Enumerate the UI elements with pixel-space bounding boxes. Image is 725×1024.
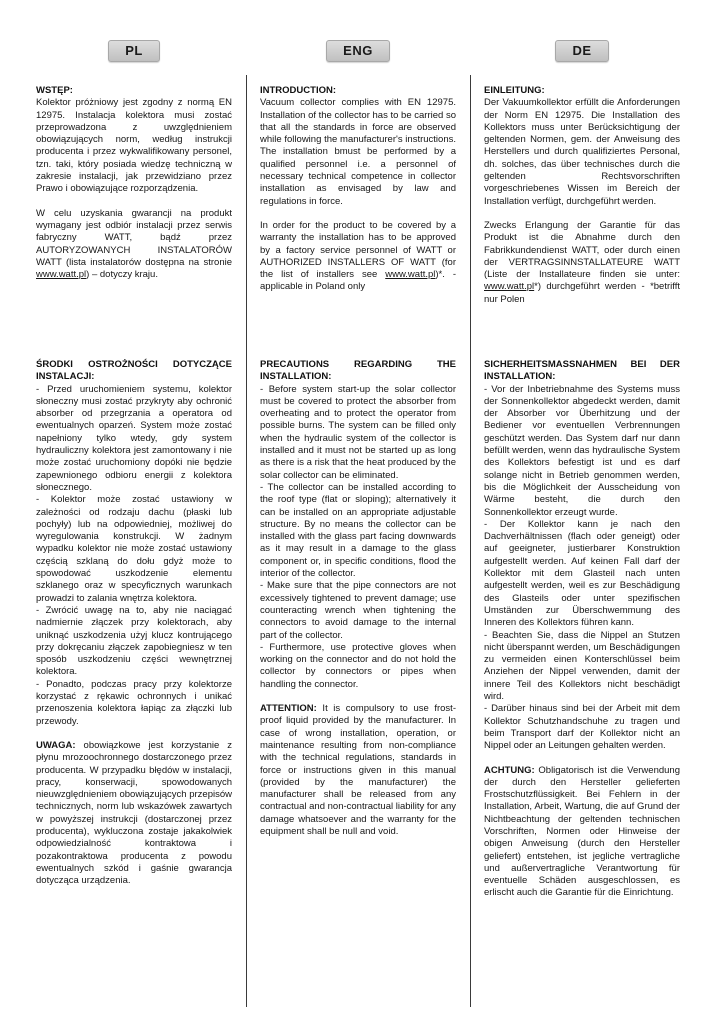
paragraph [484,220,680,306]
text-segment: - Before system start-up the solar collector must be covered to protect the absorber from overheating and to protect the operator from possible burns. The system can be filled only when the hydraulic system of the collector is installed and it must not be started up as long as there is a risk that the heat produced by the solar collector can be eliminated. [260,383,456,481]
section-pl-intro [36,85,232,359]
paragraph [484,97,680,208]
paragraph [260,220,456,294]
column-divider [470,75,471,1007]
text-segment: - Ponadto, podczas pracy przy kolektorze korzystać z rękawic ochronnych i unikać przenoszenia kolektora łapiąc za złączki lub przewody. [36,678,232,727]
text-segment: - Beachten Sie, dass die Nippel an Stutzen nicht überspannt werden, um Beschädigungen zu vermeiden einen Konterschlüssel beim Anziehen der Nippel verwenden, damit der innere Teil des Kollektors nicht beschädigt wird. [484,629,680,703]
inline-heading: ATTENTION: [260,703,317,715]
section-heading-de-0: EINLEITUNG: [484,85,545,96]
text-segment: - The collector can be installed according to the roof type (flat or sloping); alternatively it can be installed on an appropriate adjustable structure. By no means the collector can be installed with the glass part facing downwards as it may result in a damage to the glass component or, in specific conditions, flood the interior of the collector. [260,481,456,580]
section-heading-pl-1: ŚRODKI OSTROŻNOŚCI DOTYCZĄCE INSTALACJI: [36,359,232,383]
section-eng-note [260,703,456,838]
paragraph [484,765,680,900]
paragraph [36,97,232,195]
tab-row-pl [36,40,232,62]
column-eng [260,40,456,838]
bullet-paragraph [260,642,456,691]
paragraph [36,740,232,888]
text-segment: Zwecks Erlangung der Garantie für das Produkt ist die Abnahme durch den Fabrikkundendienst WATT, oder durch einen der VERTRAGSINNSTALLATEURE WATT (Liste der Installateure finden sie unter: [484,219,680,281]
section-de-intro [484,85,680,359]
text-segment: Der Vakuumkollektor erfüllt die Anforderungen der Norm EN 12975. Die Installation des Kollektors muss unter Berücksichtigung der geltenden Normen, gem. der Anweisung des Herstellers und durch qualifiziertes Personal, dh. solches, das über technisches durch die geltenden Rechtsvorschriften vorgeschriebenes Wissen im Bereich der Installation verfügt, durchgeführt werden. [484,97,680,207]
section-de-precautions [484,359,680,753]
text-segment: )*. - applicable in Poland only [260,269,456,293]
language-tab-de: DE [555,40,608,62]
bullet-paragraph [36,494,232,605]
section-de-note [484,765,680,900]
text-segment: Obligatorisch ist die Verwendung der durch den Hersteller gelieferten Frostschutzflüssigkeit. Bei Fehlern in der Installation, Arbeit, Wartung, die auf Grund der Nichtbeachtung der geltenden technischen Vorschriften, Normen oder Hinweise der obigen Anweisung (durch den Hersteller geliefert) entstehen, ist jegliche vertragliche und außervertragliche Verantwortung für eventuelle Schäden ausgeschlossen, es erlischt auch die Garantie für die Einrichtung. [484,764,680,899]
text-segment: Kolektor próżniowy jest zgodny z normą EN 12975. Instalacja kolektora musi zostać przeprowadzona z uwzględnieniem obowiązujących norm, według instrukcji producenta i przez wykwalifikowany personel, tzn. taki, który posiada wiedzę techniczną w zakresie instalacji, jak przewidziano przez Prawo i obowiązujące rozporządzenia. [36,97,232,195]
paragraph [260,703,456,838]
section-eng-intro [260,85,456,359]
bullet-paragraph [260,384,456,482]
text-segment: W celu uzyskania gwarancji na produkt wymagany jest odbiór instalacji przez serwis fabryczny WATT, bądź przez AUTORYZOWANYCH INSTALATORÓW WATT (lista instalatorów dostępna na stronie [36,207,232,268]
text-segment: In order for the product to be covered by a warranty the installation has to be approved by a factory service personnel of WATT or AUTHORIZED INSTALLERS OF WATT (for the list of installers see [260,219,456,281]
text-segment: - Vor der Inbetriebnahme des Systems muss der Sonnenkollektor abgedeckt werden, damit der Absorber vor Überhitzung und der Bediener vor eventuellen Verbrennungen geschützt werden. Das System darf nur dann befüllt werden, wenn das hydraulische System des Kollektors befestigt ist und es darf solange nicht in Betrieb genommen werden, bis die Möglichkeit der Ausscheidung von Wärme besteht, die durch den Sonnenkollektor erzeugt wurde. [484,383,680,518]
section-pl-note [36,740,232,888]
section-eng-precautions [260,359,456,691]
text-segment: Vacuum collector complies with EN 12975. Installation of the collector has to be carried so that all the standards in force are observed while following the manufacturer's instructions. The installation bmust be performed by a qualified personnel i.e. a personnel of necessary technical competence in collector installation as envisaged by law and regulations in force. [260,97,456,207]
bullet-paragraph [36,679,232,728]
bullet-paragraph [36,605,232,679]
section-pl-precautions [36,359,232,728]
inline-heading: UWAGA: [36,739,76,751]
watt-website-link[interactable]: www.watt.pl [36,269,87,281]
bullet-paragraph [260,482,456,580]
tab-row-de [484,40,680,62]
language-tab-eng: ENG [326,40,390,62]
text-segment: - Przed uruchomieniem systemu, kolektor słoneczny musi zostać przykryty aby ochronić absorber od przegrzania a operatora od ewentualnych oparzeń. System może zostać napełniony tylko wtedy, gdy system hydrauliczny kolektora jest zamontowany i nie może zostać uruchomiony dopóki nie będzie zapewnionego odbioru energii z kolektora słonecznego. [36,383,232,493]
column-divider [246,75,247,1007]
text-segment: - Der Kollektor kann je nach den Dachverhältnissen (flach oder geneigt) oder auf geeigneter, justierbarer Konstruktion aufgestellt werden. Auf keinen Fall darf der Kollektor mit dem Glasteil nach unten aufgestellt werden, weil es zur Beschädigung des Glasteils oder unter spezifischen Umständen zur Überschwemmung des Inneren des Kollektors führen kann. [484,518,680,629]
bullet-paragraph [484,519,680,630]
text-segment: It is compulsory to use frost-proof liquid provided by the manufacturer. In case of wrong installation, operation, or maintenance resulting from non-compliance with the technical regulations, standards in force or instructions given in this manual (provided by the manufacturer) the manufacturer shall be released from any contractual and non-contractual liability for any damage whatsoever and the warranty for the equipment shall be null and void. [260,703,456,837]
section-heading-de-1: SICHERHEITSMASSNAHMEN BEI DER INSTALLATION: [484,359,680,383]
bullet-paragraph [484,703,680,752]
bullet-paragraph [36,384,232,495]
text-segment: obowiązkowe jest korzystanie z płynu mrozoochronnego dostarczonego przez producenta. W przypadku błędów w instalacji, pracy, konserwacji, spowodowanych nieuwzględnieniem obowiązujących przepisów technicznych, norm lub wskazówek zawartych w powyższej instrukcji (dostarczonej przez producenta), wykluczona zostaje jakakolwiek odpowiedzialność kontraktowa i pozakontraktowa producenta z powodu ewentualnych szkód i gaśnie gwarancja dotycząca urządzenia. [36,739,232,887]
bullet-paragraph [484,630,680,704]
text-segment: - Zwrócić uwagę na to, aby nie naciągać nadmiernie złączek przy kolektorach, aby uniknąć uszkodzenia użyj klucz kontrującego przy dokręcaniu złączek zapobiegniesz w ten sposób uszkodzeniu części wewnętrznej kolektora. [36,604,232,678]
section-heading-eng-1: PRECAUTIONS REGARDING THE INSTALLATION: [260,359,456,383]
text-segment: *) durchgeführt werden - *betrifft nur Polen [484,281,680,305]
tab-row-eng [260,40,456,62]
column-pl [36,40,232,887]
bullet-paragraph [484,384,680,519]
text-segment: - Furthermore, use protective gloves when working on the connector and do not hold the collector by connectors or pipes when handling the connector. [260,641,456,690]
watt-website-link[interactable]: www.watt.pl [385,269,436,281]
paragraph [260,97,456,208]
watt-website-link[interactable]: www.watt.pl [484,281,535,293]
section-heading-eng-0: INTRODUCTION: [260,85,336,96]
text-segment: ) – dotyczy kraju. [86,269,158,281]
columns-container [36,40,680,1007]
column-de [484,40,680,900]
section-heading-pl-0: WSTĘP: [36,85,73,96]
text-segment: - Make sure that the pipe connectors are not excessively tightened to prevent damage; use counteracting wrench when tightening the connectors to avoid damage to the internal part of the collector. [260,580,456,641]
inline-heading: ACHTUNG: [484,764,535,776]
paragraph [36,208,232,282]
language-tab-pl: PL [108,40,160,62]
bullet-paragraph [260,580,456,641]
text-segment: - Kolektor może zostać ustawiony w zależności od rodzaju dachu (płaski lub pochyły) lub na odpowiedniej, możliwej do wyregulowania konstrukcji. W żadnym wypadku kolektor nie może zostać ustawiony częścią szklaną do dołu gdyż może to spowodować uszkodzenie elementu szklanego oraz w specyficznych warunkach prowadzi to zalania wnętrza kolektora. [36,494,232,604]
text-segment: - Darüber hinaus sind bei der Arbeit mit dem Kollektor Schutzhandschuhe zu tragen und beim Transport darf der Kollektor nicht an Nippel oder an Leitungen gehalten werden. [484,703,680,752]
